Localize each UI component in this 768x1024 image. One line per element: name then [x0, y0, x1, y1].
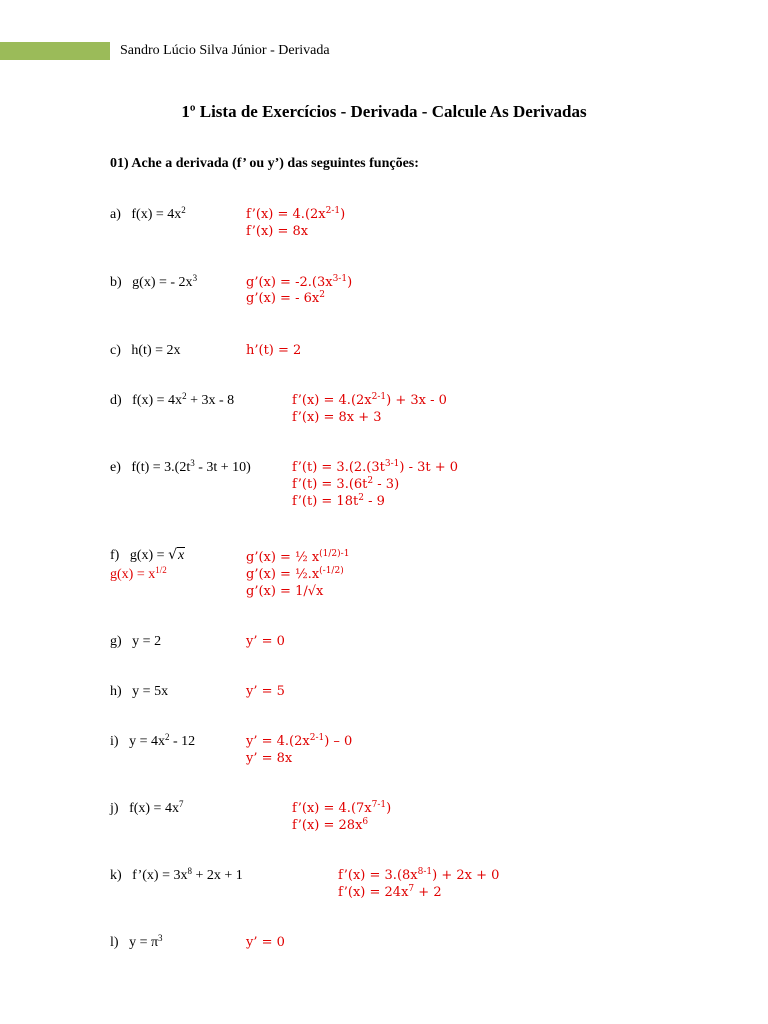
- exercise-i-function: i) $y = 4x^2 - 12$: [110, 732, 196, 749]
- exercise-k-answer-2: f’(x) = $24x^7 + 2$: [338, 884, 442, 900]
- exercise-h-function: h) y = 5x: [110, 684, 169, 699]
- exercise-l-function: l) $y = \pi^3$: [110, 933, 163, 950]
- square-root-icon: √: [168, 547, 177, 563]
- exercise-b-answer-1: g’(x) = $-2.(3x^{3-1})$: [246, 274, 353, 290]
- exercise-c-function: c) h(t) = 2x: [110, 343, 181, 358]
- exercise-h-answer-1: y’ = 5: [246, 684, 285, 699]
- exercise-e-answer-3: f’(t) = $18t^2 - 9$: [292, 493, 385, 509]
- exercise-i-answer-1: y’ = $4.(2x^{2-1}) - 0$: [246, 733, 353, 749]
- exercise-l-answer-1: y’ = 0: [246, 935, 285, 950]
- exercise-e-answer-1: f’(t) = $3.(2.(3t^{3-1}) - 3t + 0$: [292, 459, 459, 475]
- exercise-j-answer-2: f’(x) = $28x^6$: [292, 817, 369, 833]
- exercise-b-answer-2: g’(x) = - $6x^2$: [246, 290, 325, 306]
- exercise-f-answer-1: g’(x) = ½ $x^{(1/2)-1}$: [246, 549, 350, 565]
- exercise-g-answer-1: y’ = 0: [246, 634, 285, 649]
- exercise-k-function: k) f’(x) = $3x^8 + 2x + 1$: [110, 866, 243, 883]
- page-title: 1º Lista de Exercícios - Derivada - Calcule As Derivadas: [181, 102, 587, 121]
- exercise-b-function: b) g(x) = - $2x^3$: [110, 273, 198, 290]
- exercise-k-answer-1: f’(x) = $3.(8x^{8-1}) + 2x + 0$: [338, 867, 500, 883]
- exercise-a-answer-2: f’(x) = 8x: [246, 224, 309, 239]
- exercise-f-answer-2: g’(x) = $\frac{1}{2}.x^{(-1/2)}$: [246, 566, 344, 582]
- exercise-j-answer-1: f’(x) = $4.(7x^{7-1})$: [292, 800, 392, 816]
- exercise-d-answer-1: f’(x) = $4.(2x^{2-1}) + 3x - 0$: [292, 392, 447, 408]
- exercise-d-answer-2: f’(x) = 8x + 3: [292, 410, 382, 425]
- exercise-f-function: f) g(x) = √x: [110, 547, 185, 563]
- header-text: Sandro Lúcio Silva Júnior - Derivada: [120, 43, 330, 58]
- exercise-d-function: d) $f(x) = 4x^2 + 3x - 8$: [110, 391, 235, 408]
- exercise-i-answer-2: y’ = 8x: [246, 751, 293, 766]
- exercise-a-function: a) $f(x) = 4x^2$: [110, 205, 186, 222]
- exercise-j-function: j) $f(x) = 4x^7$: [110, 799, 184, 816]
- exercise-f-function-rewrite: $g(x) = x^{1/2}$: [110, 565, 167, 582]
- question-heading: 01) Ache a derivada (f’ ou y’) das seguintes funções:: [110, 156, 419, 171]
- exercise-e-function: e) $f(t) = 3.(2t^3 - 3t + 10)$: [110, 458, 251, 475]
- exercise-a-answer-1: f’(x) = $4.(2x^{2-1})$: [246, 206, 346, 222]
- exercise-g-function: g) y = 2: [110, 634, 162, 649]
- exercise-f-answer-3: g’(x) = 1/√x: [246, 584, 324, 599]
- exercise-c-answer-1: h’(t) = 2: [246, 343, 302, 358]
- exercise-e-answer-2: f’(t) = $3.(6t^2 - 3)$: [292, 476, 400, 492]
- header-accent-bar: [0, 42, 110, 60]
